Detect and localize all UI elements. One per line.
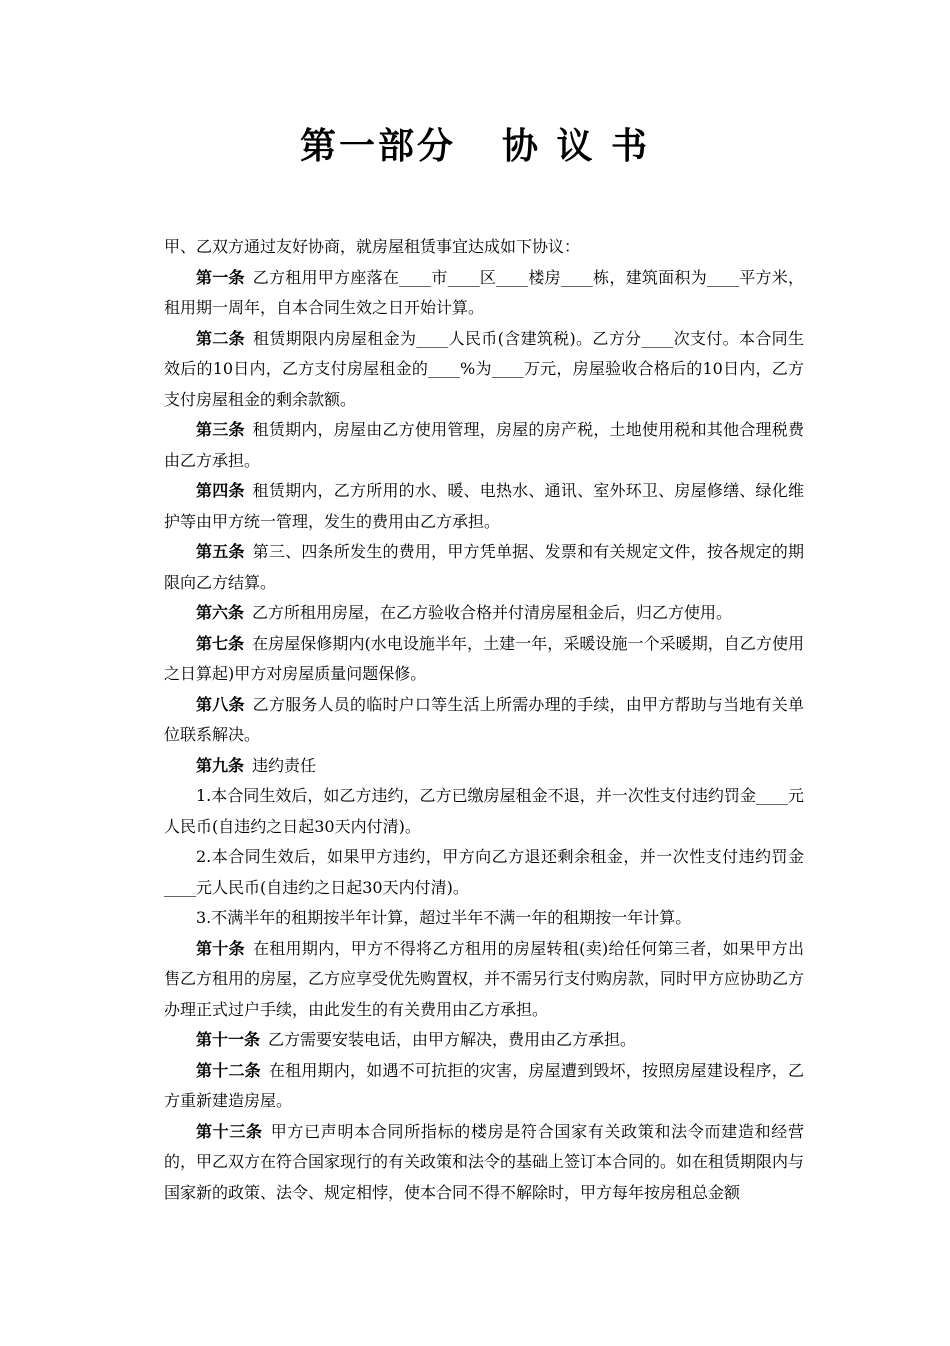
article-paragraph xyxy=(164,476,804,537)
title-name: 协 议 书 xyxy=(501,126,651,167)
article-label: 第九条 xyxy=(196,755,245,775)
agreement-body xyxy=(164,232,804,1208)
article-text: 租赁期内，房屋由乙方使用管理，房屋的房产税，土地使用税和其他合理税费由乙方承担。 xyxy=(164,420,804,470)
article-paragraph xyxy=(164,1117,804,1209)
article-text: 乙方租用甲方座落在____市____区____楼房____栋，建筑面积为____平方米，租用期一周年，自本合同生效之日开始计算。 xyxy=(164,267,804,317)
article-text: 乙方需要安装电话，由甲方解决，费用由乙方承担。 xyxy=(268,1030,637,1049)
article-text: 在租用期内，如遇不可抗拒的灾害，房屋遭到毁坏，按照房屋建设程序，乙方重新建造房屋。 xyxy=(164,1060,804,1110)
article-label: 第七条 xyxy=(196,633,245,653)
article-list xyxy=(164,263,804,1209)
article-text: 2.本合同生效后，如果甲方违约，甲方向乙方退还剩余租金，并一次性支付违约罚金____元人民币(自违约之日起30天内付清)。 xyxy=(164,847,804,897)
article-text: 在租用期内，甲方不得将乙方租用的房屋转租(卖)给任何第三者，如果甲方出售乙方租用的房屋，乙方应享受优先购置权，并不需另行支付购房款，同时甲方应协助乙方办理正式过户手续，由此发生的有关费用由乙方承担。 xyxy=(164,938,805,1019)
intro-paragraph: 甲、乙双方通过友好协商，就房屋租赁事宜达成如下协议： xyxy=(164,237,581,256)
article-label: 第五条 xyxy=(196,542,245,561)
article-text: 第三、四条所发生的费用，甲方凭单据、发票和有关规定文件，按各规定的期限向乙方结算。 xyxy=(164,542,804,592)
article-text: 乙方所租用房屋，在乙方验收合格并付清房屋租金后，归乙方使用。 xyxy=(252,603,733,622)
article-paragraph xyxy=(164,263,804,324)
article-text: 在房屋保修期内(水电设施半年，土建一年，采暖设施一个采暖期，自乙方使用之日算起)甲方对房屋质量问题保修。 xyxy=(164,633,804,683)
article-paragraph xyxy=(164,537,804,598)
article-paragraph xyxy=(164,690,804,751)
article-paragraph xyxy=(164,751,804,782)
article-label: 第十条 xyxy=(196,938,245,958)
article-label: 第十一条 xyxy=(196,1030,261,1049)
article-paragraph xyxy=(164,842,804,903)
article-paragraph xyxy=(164,1056,804,1117)
article-label: 第十三条 xyxy=(196,1121,263,1141)
article-paragraph xyxy=(164,934,804,1026)
article-paragraph xyxy=(164,903,804,934)
article-paragraph xyxy=(164,629,804,690)
article-paragraph xyxy=(164,324,804,416)
article-label: 第十二条 xyxy=(196,1060,261,1080)
article-paragraph xyxy=(164,415,804,476)
article-text: 违约责任 xyxy=(252,755,317,775)
article-text: 1.本合同生效后，如乙方违约，乙方已缴房屋租金不退，并一次性支付违约罚金____元人民币(自违约之日起30天内付清)。 xyxy=(164,786,804,836)
page-title xyxy=(0,118,950,169)
article-label: 第八条 xyxy=(196,694,245,714)
article-label: 第四条 xyxy=(196,481,245,500)
article-text: 甲方已声明本合同所指标的楼房是符合国家有关政策和法令而建造和经营的，甲乙双方在符合国家现行的有关政策和法令的基础上签订本合同的。如在租赁期限内与国家新的政策、法令、规定相悖，使本合同不得不解除时，甲方每年按房租总金额 xyxy=(164,1121,805,1202)
article-paragraph xyxy=(164,598,804,629)
title-part: 第一部分 xyxy=(299,126,456,167)
article-text: 乙方服务人员的临时户口等生活上所需办理的手续，由甲方帮助与当地有关单位联系解决。 xyxy=(164,694,804,744)
article-text: 租赁期内，乙方所用的水、暖、电热水、通讯、室外环卫、房屋修缮、绿化维护等由甲方统一管理，发生的费用由乙方承担。 xyxy=(164,481,804,531)
article-text: 租赁期限内房屋租金为____人民币(含建筑税)。乙方分____次支付。本合同生效后的10日内，乙方支付房屋租金的____%为____万元，房屋验收合格后的10日内，乙方支付房屋租金的剩余款额。 xyxy=(164,328,804,409)
article-text: 3.不满半年的租期按半年计算，超过半年不满一年的租期按一年计算。 xyxy=(196,908,692,927)
article-paragraph xyxy=(164,781,804,842)
article-label: 第一条 xyxy=(196,267,245,287)
article-label: 第六条 xyxy=(196,603,245,622)
article-label: 第二条 xyxy=(196,328,245,348)
article-label: 第三条 xyxy=(196,420,245,439)
article-paragraph xyxy=(164,1025,804,1056)
